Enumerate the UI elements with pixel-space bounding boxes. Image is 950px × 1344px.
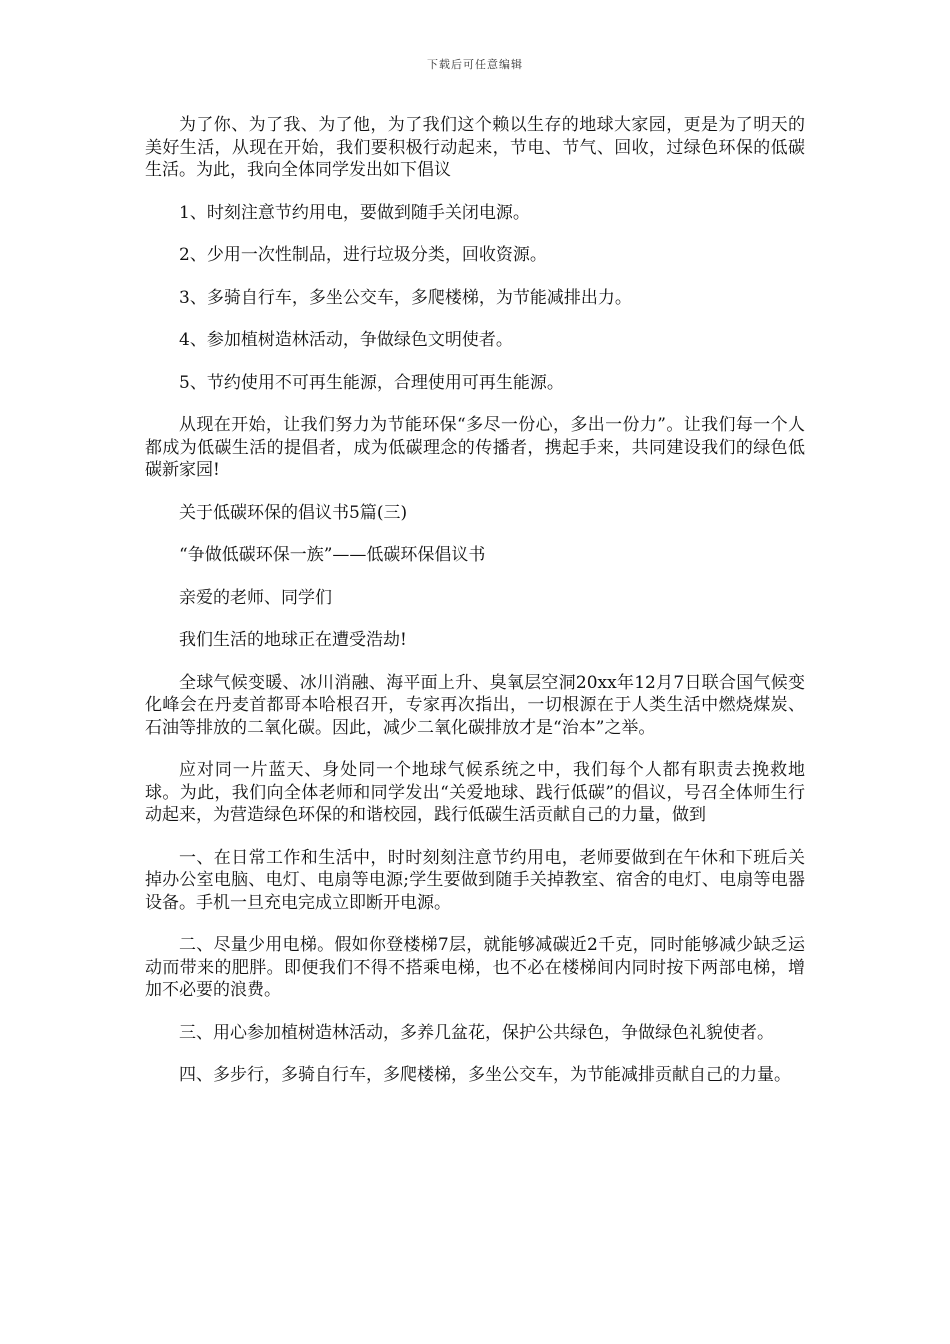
proposal-item-5: 5、节约使用不可再生能源，合理使用可再生能源。 bbox=[179, 372, 564, 393]
point-one: 一、在日常工作和生活中，时时刻刻注意节约用电，老师要做到在午休和下班后关掉办公室电脑、电灯、电扇等电源;学生要做到随手关掉教室、宿舍的电灯、电扇等电器设备。手机一旦充电完成立即断开电源。 bbox=[145, 847, 805, 913]
closing-paragraph: 从现在开始，让我们努力为节能环保“多尽一份心，多出一份力”。让我们每一个人都成为低碳生活的提倡者，成为低碳理念的传播者，携起手来，共同建设我们的绿色低碳新家园! bbox=[145, 415, 805, 480]
page-header: 下载后可任意编辑 bbox=[427, 58, 523, 71]
point-two: 二、尽量少用电梯。假如你登楼梯7层，就能够减碳近2千克，同时能够减少缺乏运动而带来的肥胖。即便我们不得不搭乘电梯，也不必在楼梯间内同时按下两部电梯，增加不必要的浪费。 bbox=[145, 935, 805, 1000]
point-four: 四、多步行，多骑自行车，多爬楼梯，多坐公交车，为节能减排贡献自己的力量。 bbox=[179, 1065, 791, 1085]
climate-paragraph: 全球气候变暖、冰川消融、海平面上升、臭氧层空洞20xx年12月7日联合国气候变化峰会在丹麦首都哥本哈根召开，专家再次指出，一切根源在于人类生活中燃烧煤炭、石油等排放的二氧化碳。因此，减少二氧化碳排放才是“治本”之举。 bbox=[145, 672, 805, 738]
salutation: 亲爱的老师、同学们 bbox=[179, 587, 332, 608]
intro-paragraph: 为了你、为了我、为了他，为了我们这个赖以生存的地球大家园，更是为了明天的美好生活，从现在开始，我们要积极行动起来，节电、节气、回收，过绿色环保的低碳生活。为此，我向全体同学发出如下倡议 bbox=[145, 115, 805, 180]
proposal-item-1: 1、时刻注意节约用电，要做到随手关闭电源。 bbox=[179, 202, 530, 223]
call-to-action-paragraph: 应对同一片蓝天、身处同一个地球气候系统之中，我们每个人都有职责去挽救地球。为此，我们向全体老师和同学发出“关爱地球、践行低碳”的倡议，号召全体师生行动起来，为营造绿色环保的和谐校园，践行低碳生活贡献自己的力量，做到 bbox=[145, 760, 805, 825]
point-three: 三、用心参加植树造林活动，多养几盆花，保护公共绿色，争做绿色礼貌使者。 bbox=[179, 1022, 774, 1043]
proposal-item-2: 2、少用一次性制品，进行垃圾分类，回收资源。 bbox=[179, 245, 547, 265]
proposal-item-4: 4、参加植树造林活动，争做绿色文明使者。 bbox=[179, 330, 513, 350]
opening-line: 我们生活的地球正在遭受浩劫! bbox=[179, 630, 407, 650]
proposal-item-3: 3、多骑自行车，多坐公交车，多爬楼梯，为节能减排出力。 bbox=[179, 287, 632, 308]
document-body bbox=[145, 114, 805, 1107]
section-subtitle: “争做低碳环保一族”——低碳环保倡议书 bbox=[179, 545, 486, 565]
section-title: 关于低碳环保的倡议书5篇(三) bbox=[179, 502, 408, 523]
